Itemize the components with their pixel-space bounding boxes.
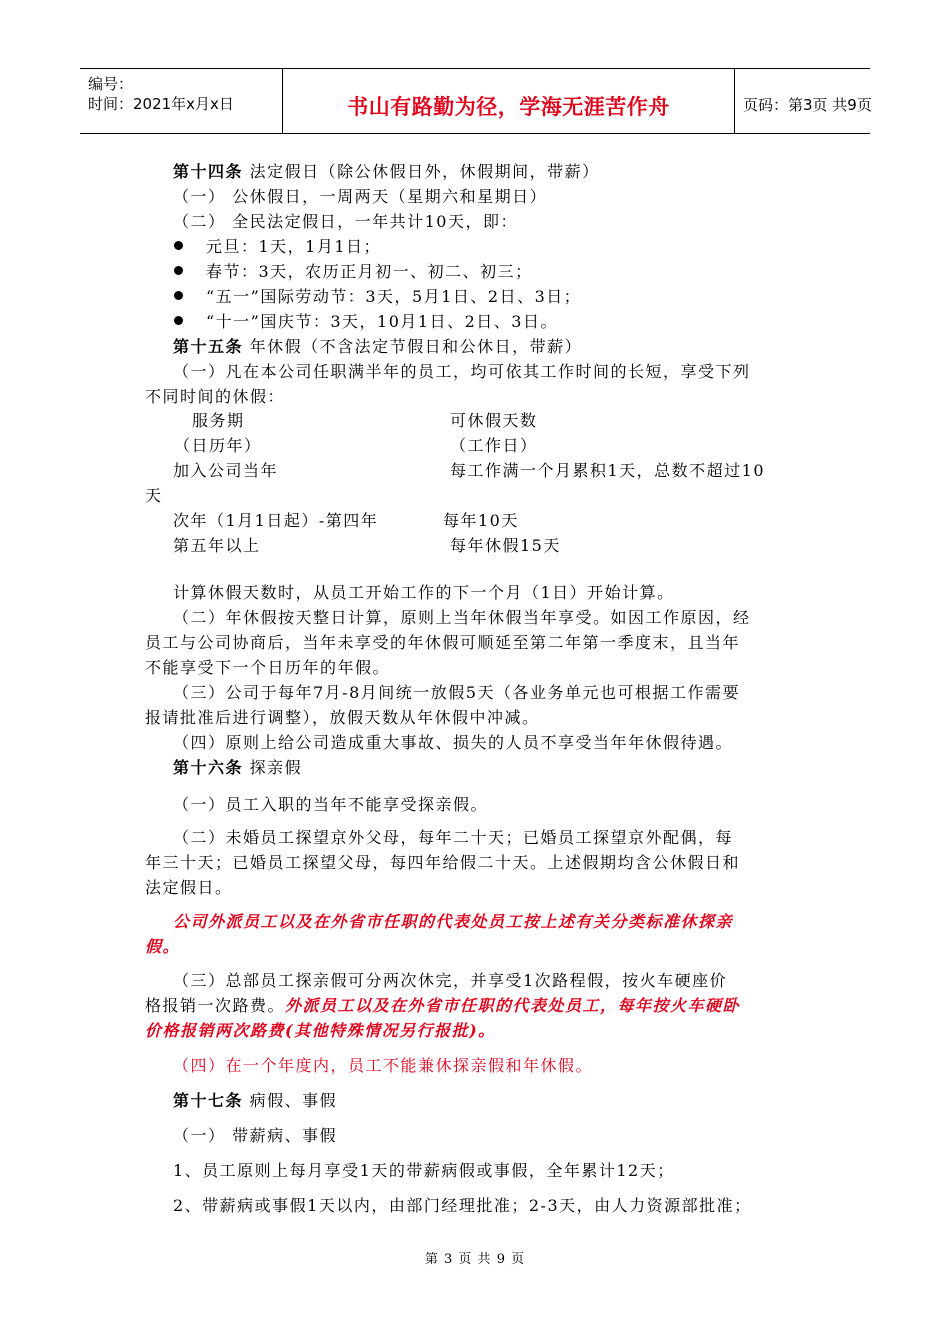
article-17-heading [173, 1091, 337, 1111]
bullet-icon [174, 291, 183, 300]
header-motto-cell [283, 69, 735, 133]
article-16-para-3-red: 外派员工以及在外省市任职的代表处员工，每年按火车硬卧 [285, 996, 741, 1015]
article-16-para-3-red-cont: 价格报销两次路费(其他特殊情况另行报批)。 [145, 1021, 496, 1040]
article-15-para-2: （二）年休假按天整日计算，原则上当年休假当年享受。如因工作原因，经 [173, 608, 751, 627]
article-14-title: 第十四条 [173, 162, 244, 181]
table-head-service: 服务期 [192, 411, 245, 430]
expat-note-cont: 假。 [145, 937, 181, 956]
table-row-2-service: 次年（1月1日起）-第四年 [173, 511, 379, 530]
header-motto: 书山有路勤为径，学海无涯苦作舟 [347, 95, 670, 119]
article-17-item-2: 2、带薪病或事假1天以内，由部门经理批准；2-3天，由人力资源部批准； [173, 1196, 752, 1215]
header-page-number: 页码：第3页 共9页 [743, 96, 872, 114]
page-footer: 第 3 页 共 9 页 [424, 1252, 526, 1267]
table-row-3-days: 每年休假15天 [450, 536, 561, 555]
article-14-desc: 法定假日（除公休假日外，休假期间，带薪） [243, 162, 600, 181]
article-15-para-2-cont: 员工与公司协商后，当年未享受的年休假可顺延至第二年第一季度末，且当年 [145, 633, 741, 652]
article-14-heading [173, 162, 600, 182]
table-row-1-service: 加入公司当年 [173, 461, 279, 480]
holiday-item: 元旦：1天，1月1日； [206, 237, 382, 256]
article-16-para-3-black: 格报销一次路费。 [145, 996, 286, 1015]
article-15-para-1-cont: 不同时间的休假： [145, 387, 286, 406]
bullet-icon [174, 316, 183, 325]
expat-note: 公司外派员工以及在外省市任职的代表处员工按上述有关分类标准休探亲 [173, 912, 734, 931]
article-15-para-1: （一）凡在本公司任职满半年的员工，均可依其工作时间的长短，享受下列 [173, 362, 751, 381]
table-head-days: 可休假天数 [450, 411, 538, 430]
document-time-label: 时间：2021年x月x日 [88, 95, 234, 113]
article-17-desc: 病假、事假 [243, 1091, 338, 1110]
holiday-item: “十一”国庆节：3天，10月1日、2日、3日。 [206, 312, 558, 331]
article-16-heading [173, 758, 302, 778]
bullet-icon [174, 266, 183, 275]
header-meta-cell [80, 69, 283, 133]
article-15-para-3: （三）公司于每年7月-8月间统一放假5天（各业务单元也可根据工作需要 [173, 683, 740, 702]
article-16-para-1: （一）员工入职的当年不能享受探亲假。 [173, 795, 489, 814]
article-16-para-2: （二）未婚员工探望京外父母，每年二十天；已婚员工探望京外配偶，每 [173, 828, 734, 847]
article-16-para-2-cont: 年三十天；已婚员工探望父母，每四年给假二十天。上述假期均含公休假日和 [145, 853, 741, 872]
table-sub-service: （日历年） [174, 436, 262, 455]
header-page-cell [735, 69, 870, 133]
article-16-para-4: （四）在一个年度内，员工不能兼休探亲假和年休假。 [173, 1056, 594, 1075]
article-17-title: 第十七条 [173, 1091, 244, 1110]
table-sub-days: （工作日） [450, 436, 538, 455]
article-17-para-1: （一） 带薪病、事假 [173, 1126, 338, 1145]
holiday-item: 春节：3天，农历正月初一、初二、初三； [206, 262, 533, 281]
article-15-title: 第十五条 [173, 337, 244, 356]
article-17-item-1: 1、员工原则上每月享受1天的带薪病假或事假，全年累计12天； [173, 1161, 675, 1180]
article-15-desc: 年休假（不含法定节假日和公休日，带薪） [243, 337, 583, 356]
document-number-label: 编号： [88, 75, 134, 93]
article-15-para-4: （四）原则上给公司造成重大事故、损失的人员不享受当年年休假待遇。 [173, 733, 734, 752]
table-row-3-service: 第五年以上 [173, 536, 261, 555]
article-15-heading [173, 337, 582, 357]
bullet-icon [174, 241, 183, 250]
article-16-desc: 探亲假 [243, 758, 303, 777]
article-15-para-3-cont: 报请批准后进行调整），放假天数从年休假中冲减。 [145, 708, 540, 727]
table-row-1-days: 每工作满一个月累积1天，总数不超过10 [450, 461, 766, 480]
article-14-para-1: （一） 公休假日，一周两天（星期六和星期日） [173, 187, 548, 206]
page-header [80, 68, 870, 134]
article-16-title: 第十六条 [173, 758, 244, 777]
article-16-para-2-cont: 法定假日。 [145, 878, 233, 897]
table-row-1-cont: 天 [145, 486, 163, 505]
table-row-2-days: 每年10天 [443, 511, 519, 530]
article-16-para-3: （三）总部员工探亲假可分两次休完，并享受1次路程假，按火车硬座价 [173, 971, 728, 990]
article-15-para-2-cont: 不能享受下一个日历年的年假。 [145, 658, 391, 677]
holiday-item: “五一”国际劳动节：3天，5月1日、2日、3日； [206, 287, 582, 306]
article-14-para-2: （二） 全民法定假日，一年共计10天，即： [173, 212, 518, 231]
article-15-calc-note: 计算休假天数时，从员工开始工作的下一个月（1日）开始计算。 [173, 583, 675, 602]
article-16-para-3-cont [145, 996, 740, 1016]
